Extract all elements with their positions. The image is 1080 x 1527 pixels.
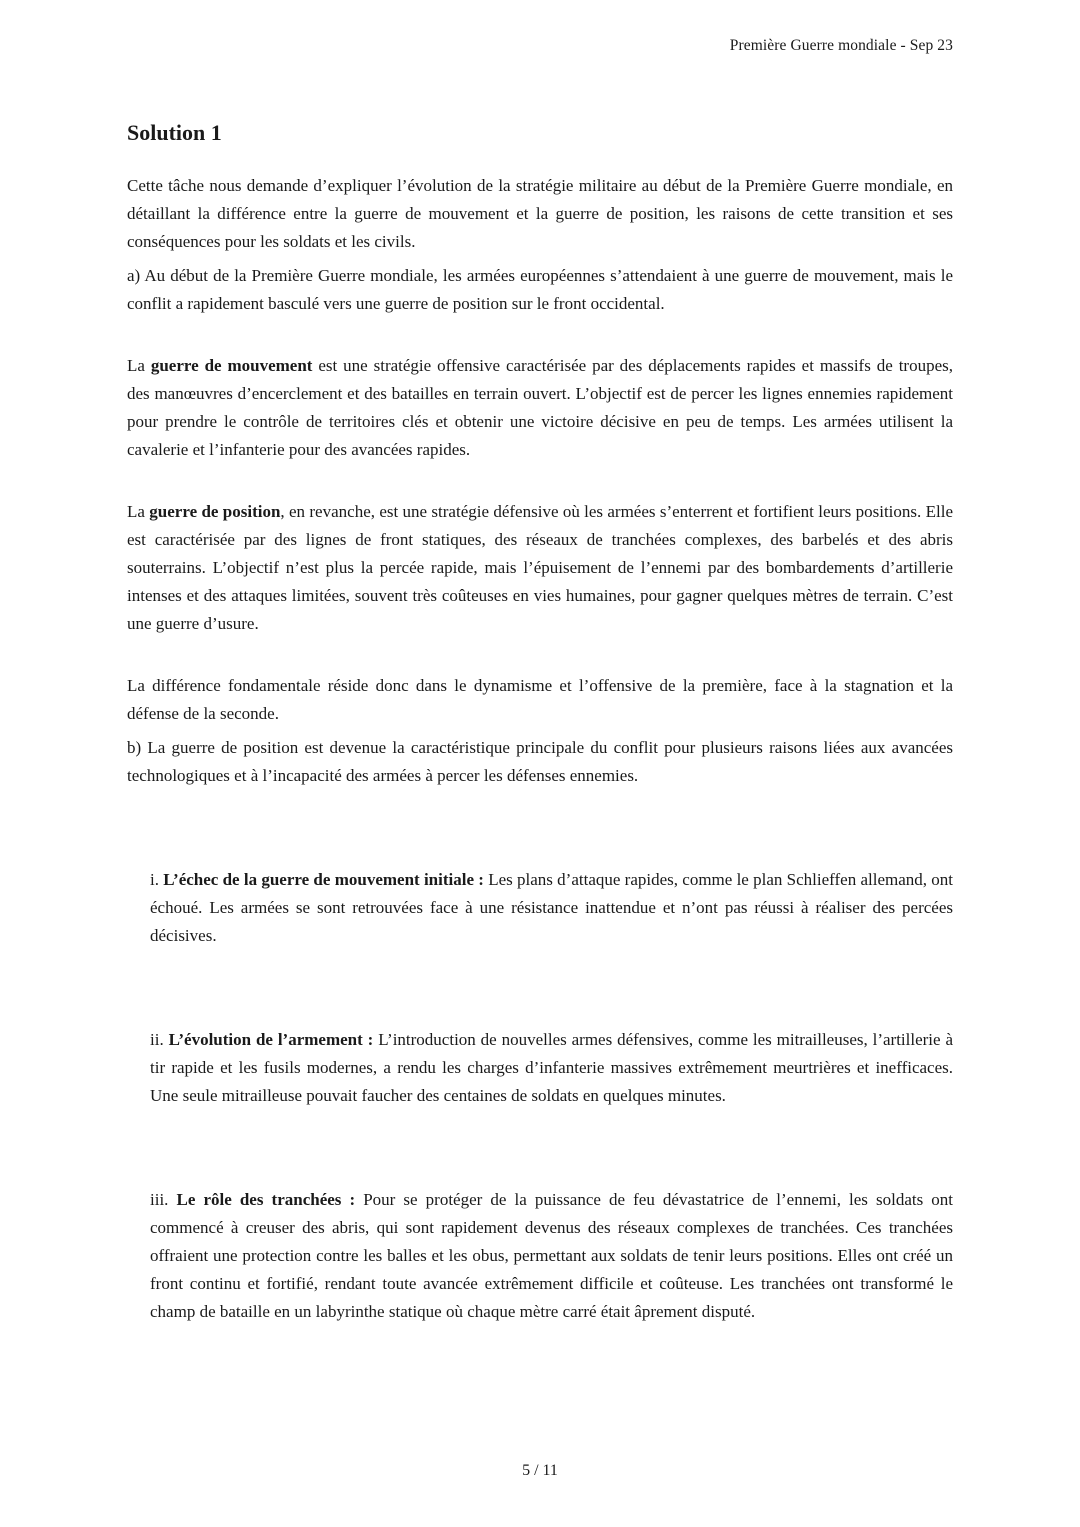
text-segment: ii. (150, 1030, 169, 1049)
page-number: 5 / 11 (522, 1462, 558, 1479)
text-segment: i. (150, 870, 164, 889)
text-segment: a) Au début de la Première Guerre mondiale, les armées européennes s’attendaient à une guerre de mouvement, mais le conflit a rapidement basculé vers une guerre de position sur le front occidental. (127, 266, 953, 313)
paragraph-point-iii (150, 1186, 953, 1326)
document-content (127, 120, 953, 1326)
text-segment: , en revanche, est une stratégie défensive où les armées s’enterrent et fortifient leurs positions. Elle est caractérisée par des lignes de front statiques, des réseaux de tranchées complexes, des barbelés et des abris souterrains. L’objectif n’est plus la percée rapide, mais l’épuisement de l’ennemi par des bombardements d’artillerie intenses et des attaques limitées, souvent très coûteuses en vies humaines, pour gagner quelques mètres de terrain. C’est une guerre d’usure. (127, 502, 953, 633)
solution-title: Solution 1 (127, 120, 222, 145)
paragraph-a-intro (127, 262, 953, 318)
page-footer (0, 1462, 1080, 1480)
bold-term-guerre-position: guerre de position (149, 502, 281, 521)
bold-term-echec: L’échec de la guerre de mouvement initiale : (163, 870, 484, 889)
paragraph-b-intro (127, 734, 953, 790)
running-header-text: Première Guerre mondiale - Sep 23 (729, 37, 953, 54)
text-segment: La (127, 502, 150, 521)
bold-term-guerre-mouvement: guerre de mouvement (150, 356, 313, 375)
paragraph-point-ii (150, 1026, 953, 1110)
paragraph-task-intro (127, 172, 953, 256)
paragraph-guerre-position (127, 498, 953, 638)
text-segment: Les plans d’attaque rapides, comme le plan Schlieffen allemand, ont échoué. Les armées se sont retrouvées face à une résistance inattendue et n’ont pas réussi à réaliser des percées décisives. (150, 870, 954, 945)
paragraph-difference (127, 672, 953, 728)
text-segment: La différence fondamentale réside donc dans le dynamisme et l’offensive de la première, face à la stagnation et la défense de la seconde. (127, 676, 953, 723)
paragraph-guerre-mouvement (127, 352, 953, 464)
text-segment: La (127, 356, 151, 375)
paragraph-point-i (150, 866, 953, 950)
text-segment: est une stratégie offensive caractérisée par des déplacements rapides et massifs de troupes, des manœuvres d’encerclement et des batailles en terrain ouvert. L’objectif est de percer les lignes ennemies rapidement pour prendre le contrôle de territoires clés et obtenir une victoire décisive en peu de temps. Les armées utilisent la cavalerie et l’infanterie pour des avancées rapides. (127, 356, 953, 459)
text-segment: b) La guerre de position est devenue la caractéristique principale du conflit pour plusieurs raisons liées aux avancées technologiques et à l’incapacité des armées à percer les défenses ennemies. (127, 738, 953, 785)
text-segment: Pour se protéger de la puissance de feu dévastatrice de l’ennemi, les soldats ont commencé à creuser des abris, qui sont rapidement devenus des réseaux complexes de tranchées. Ces tranchées offraient une protection contre les balles et les obus, permettant aux soldats de tenir leurs positions. Elles ont créé un front continu et fortifié, rendant toute avancée extrêmement difficile et coûteuse. Les tranchées ont transformé le champ de bataille en un labyrinthe statique où chaque mètre carré était âprement disputé. (150, 1190, 954, 1321)
text-segment: Cette tâche nous demande d’expliquer l’évolution de la stratégie militaire au début de la Première Guerre mondiale, en détaillant la différence entre la guerre de mouvement et la guerre de position, les raisons de cette transition et ses conséquences pour les soldats et les civils. (127, 176, 953, 251)
bold-term-tranchees: Le rôle des tranchées : (176, 1190, 356, 1209)
text-segment: iii. (150, 1190, 177, 1209)
running-header (127, 37, 953, 55)
text-segment: L’introduction de nouvelles armes défensives, comme les mitrailleuses, l’artillerie à tir rapide et les fusils modernes, a rendu les charges d’infanterie massives extrêmement meurtrières et inefficaces. Une seule mitrailleuse pouvait faucher des centaines de soldats en quelques minutes. (150, 1030, 953, 1105)
bold-term-armement: L’évolution de l’armement : (168, 1030, 374, 1049)
